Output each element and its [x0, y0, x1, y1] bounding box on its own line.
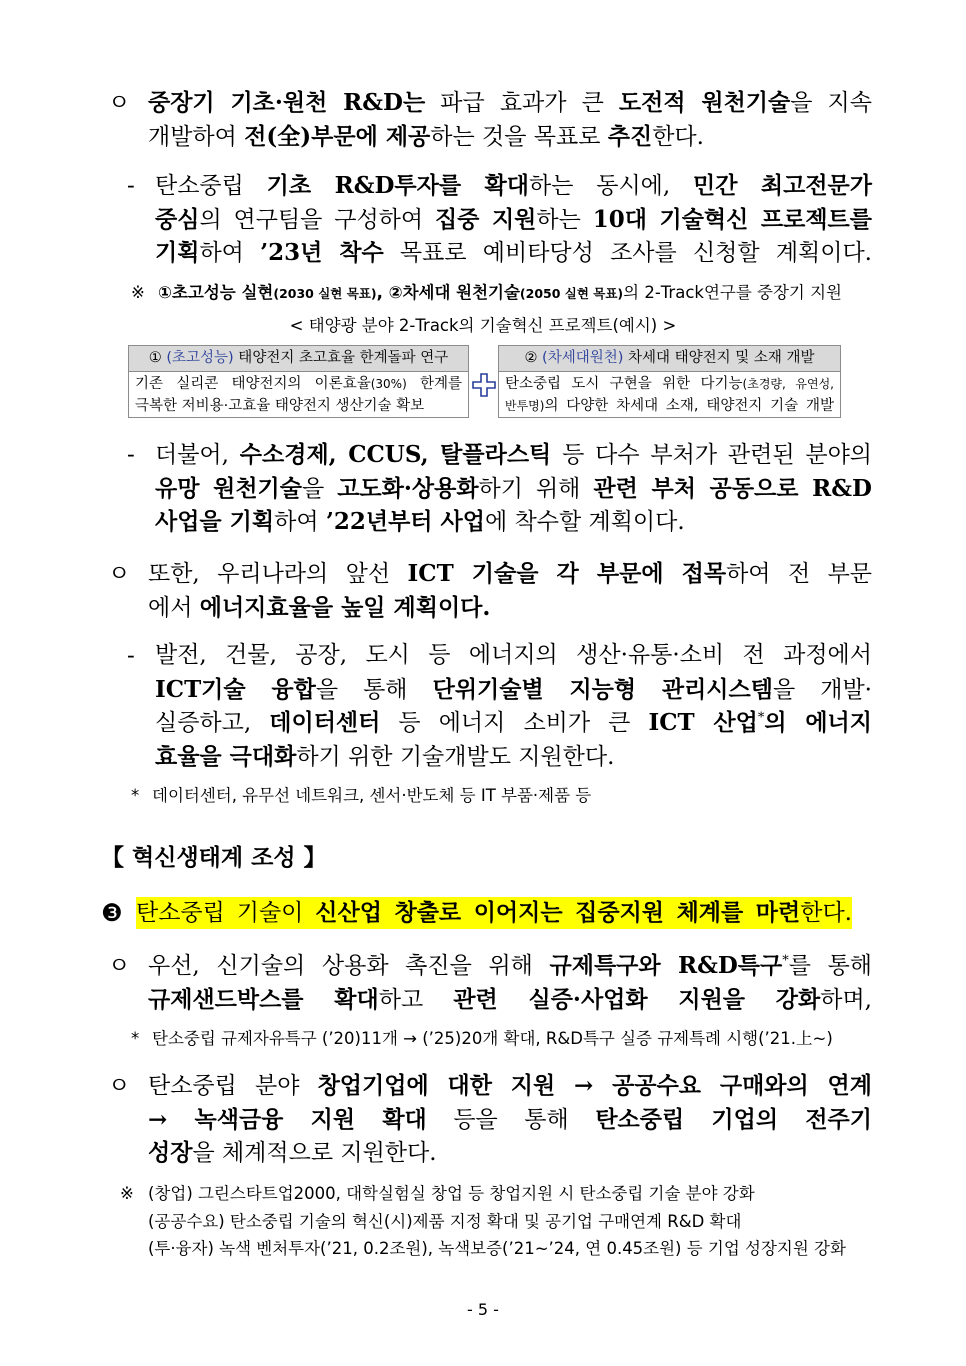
bold-text: ’23년 착수	[260, 239, 384, 267]
text-run: 우선, 신기술의 상용화 촉진을 위해	[148, 953, 550, 979]
text-line	[148, 120, 872, 154]
footnote-mark: *	[131, 786, 140, 805]
text-run: 등 에너지 소비가 큰	[380, 710, 649, 737]
bullet-dash: -	[127, 643, 135, 669]
text-run: 하고	[378, 986, 454, 1013]
text-run: 등을 통해	[426, 1106, 596, 1133]
text-run: 한계를	[406, 376, 462, 392]
text-line	[148, 1235, 846, 1263]
paragraph-text	[148, 949, 872, 1016]
bullet-circle: ㅇ	[108, 90, 131, 116]
text-run: ②	[524, 350, 543, 366]
bold-text: , ②차세대 원천기술	[376, 283, 520, 302]
bullet-circle: ㅇ	[108, 1073, 131, 1099]
footnote-ict-industry	[131, 784, 591, 808]
text-run: 극복한 저비용·고효율 태양전지 생산기술 확보	[135, 398, 425, 414]
note-text	[152, 784, 591, 808]
text-line	[148, 1208, 846, 1236]
text-line	[158, 281, 842, 305]
text-run: 또한, 우리나라의 앞선	[148, 561, 408, 587]
note-lifecycle-support	[120, 1180, 846, 1263]
text-run: 등 다수 부처가 관련된 분야의	[551, 442, 873, 468]
paragraph-text	[155, 639, 872, 774]
note-text	[152, 1027, 833, 1051]
bold-text: ’22년부터 사업	[325, 508, 485, 536]
bold-text: 기획	[155, 239, 200, 267]
paragraph-joint-rd	[127, 438, 872, 539]
bold-text: 도전적 원천기술	[618, 89, 791, 116]
bold-text: 집중 지원	[434, 205, 537, 233]
paragraph-text	[148, 86, 872, 153]
bullet-dash: -	[127, 442, 135, 468]
project-card-body	[499, 372, 840, 417]
text-line	[148, 591, 872, 625]
text-run: 데이터센터, 유무선 네트워크, 센서·반도체 등 IT 부품·제품 등	[152, 786, 592, 805]
bold-text: 민간 최고전문가	[692, 172, 872, 199]
paragraph-text	[148, 557, 872, 624]
note-text	[158, 281, 842, 305]
bold-text: 중심	[155, 205, 200, 233]
text-line	[152, 1027, 833, 1051]
bold-small-text: (2030 실현 목표)	[273, 286, 377, 301]
text-run: 하는 것을 목표로	[430, 123, 608, 150]
note-reference-mark: ※	[131, 283, 145, 302]
text-run: 탄소중립 도시 구현을 위한 다기능	[505, 376, 743, 392]
bold-text: 10대 기술혁신 프로젝트를	[592, 205, 872, 233]
section-heading: 【 혁신생태계 조성 】	[101, 845, 327, 871]
text-line	[148, 1136, 872, 1170]
bold-text: 신산업 창출로 이어지는 집중지원 체계를 마련	[315, 899, 801, 926]
text-run: 탄소중립 분야	[148, 1073, 318, 1099]
note-reference-mark: ※	[120, 1184, 134, 1203]
small-text: (초경량, 유연성,	[742, 377, 834, 391]
text-run: 하여 전 부문	[726, 561, 873, 587]
bold-text: 추진	[607, 122, 653, 150]
text-run: 탄소중립	[155, 173, 267, 199]
bullet-circle: ㅇ	[108, 561, 131, 587]
bold-text: 사업을 기획	[155, 508, 275, 536]
bold-text: 데이터센터	[269, 709, 381, 737]
text-line	[155, 203, 872, 237]
text-line	[155, 740, 872, 774]
text-line	[505, 373, 834, 395]
text-run: 한다.	[652, 123, 704, 150]
text-line	[136, 897, 852, 929]
text-line	[129, 346, 468, 371]
text-run: 목표로 예비타당성 조사를 신청할 계획이다.	[383, 240, 872, 267]
bold-text: ICT기술 융합	[155, 675, 316, 703]
text-run: ①	[148, 350, 167, 366]
text-run: 한다.	[800, 900, 852, 926]
text-run: 에서	[148, 594, 200, 621]
text-line	[148, 1103, 872, 1137]
text-line	[148, 1069, 872, 1103]
text-run: 의 연구팀을 구성하여	[199, 206, 435, 233]
bold-text: 효율을 극대화	[155, 743, 297, 771]
bold-text: 의 에너지	[764, 709, 872, 737]
text-run: 을 통해	[315, 676, 433, 703]
project-card-next-generation	[498, 345, 841, 418]
paragraph-ict-detail	[127, 639, 872, 774]
page-number: - 5 -	[467, 1300, 499, 1319]
text-run: 하여	[274, 509, 326, 536]
text-line	[155, 639, 872, 673]
note-two-track	[131, 281, 842, 305]
footnote-mark: *	[782, 953, 789, 969]
paragraph-regulation	[108, 949, 872, 1016]
bold-text: 탄소중립 기업의 전주기	[595, 1105, 872, 1133]
text-run: 하는 동시에,	[529, 173, 693, 199]
bold-text: → 녹색금융 지원 확대	[148, 1105, 427, 1133]
paragraph-text	[155, 169, 872, 270]
text-run: 하기 위해	[478, 475, 594, 502]
text-run: 실증하고,	[155, 710, 270, 737]
bold-text: 규제특구와 R&D특구	[549, 952, 783, 979]
paragraph-lifecycle	[108, 1069, 872, 1170]
number-badge-3: ❸	[101, 899, 123, 927]
text-run: (창업) 그린스타트업2000, 대학실험실 창업 등 창업지원 시 탄소중립 기술 분야 강화	[148, 1184, 755, 1203]
paragraph-ict-goal	[108, 557, 872, 624]
figure-caption: < 태양광 분야 2-Track의 기술혁신 프로젝트(예시) >	[289, 316, 677, 335]
footnote-regulation	[131, 1027, 833, 1051]
text-run: 하여	[199, 240, 261, 267]
bold-text: 고도화·상용화	[337, 474, 479, 502]
text-run: 에 착수할 계획이다.	[484, 509, 685, 536]
bold-text: ICT 기술을 각 부문에 접목	[407, 560, 727, 587]
paragraph-basic-rd-goal	[108, 86, 872, 153]
project-card-ultra-performance	[128, 345, 469, 418]
bold-text: 기초 R&D투자를 확대	[266, 172, 529, 199]
text-run: 탄소중립 기술이	[136, 900, 316, 926]
bold-text: 관련 실증·사업화 지원을 강화	[453, 985, 821, 1013]
bold-text: 전(全)부문에 제공	[244, 122, 431, 150]
text-run: 하기 위한 기술개발도 지원한다.	[296, 744, 615, 771]
text-line	[155, 505, 872, 539]
note-text	[148, 1180, 846, 1263]
text-run: 파급 효과가 큰	[425, 90, 619, 116]
project-card-header	[129, 346, 468, 372]
footnote-mark: *	[757, 710, 765, 726]
text-line	[148, 949, 872, 983]
text-line	[135, 395, 462, 417]
bold-text: 규제샌드박스를 확대	[148, 985, 379, 1013]
small-text: 반투명)	[505, 399, 545, 413]
bold-text: 관련 부처 공동으로 R&D	[593, 474, 873, 502]
text-line	[155, 236, 872, 270]
paragraph-text	[155, 438, 872, 539]
text-line	[148, 1180, 846, 1208]
project-card-body	[129, 372, 468, 417]
highlighted-statement	[136, 897, 852, 929]
text-run: 을 개발·	[772, 676, 872, 703]
text-run: 더불어,	[155, 442, 240, 468]
text-run: 을 지속	[790, 90, 872, 116]
strategy-item-3	[101, 897, 852, 929]
bold-text: 단위기술별 지능형 관리시스템	[432, 675, 773, 703]
text-run: 탄소중립 규제자유특구 (’20)11개 → (’25)20개 확대, R&D특구 실증 규제특례 시행(’21.上~)	[152, 1029, 833, 1048]
text-line	[148, 557, 872, 591]
category-label: (초고성능)	[166, 350, 234, 366]
text-line	[152, 784, 591, 808]
bold-text: 창업기업에 대한 지원 → 공공수요 구매와의 연계	[317, 1072, 872, 1099]
text-line	[148, 983, 872, 1017]
text-line	[155, 673, 872, 707]
small-text: (30%)	[370, 377, 407, 391]
text-run: 기존 실리콘 태양전지의 이론효율	[135, 376, 371, 392]
text-run: 태양전지 초고효율 한계돌파 연구	[233, 350, 449, 366]
bold-text: 중장기 기초·원천 R&D는	[148, 89, 426, 116]
text-line	[155, 472, 872, 506]
text-run: 개발하여	[148, 123, 245, 150]
bold-text: ICT 산업	[648, 709, 758, 737]
text-run: 을	[302, 475, 338, 502]
text-line	[505, 395, 834, 417]
paragraph-text	[148, 1069, 872, 1170]
footnote-mark: *	[131, 1029, 140, 1048]
bold-text: 수소경제, CCUS, 탈플라스틱	[239, 441, 552, 468]
plus-icon	[471, 372, 497, 398]
text-run: (공공수요) 탄소중립 기술의 혁신(시)제품 지정 확대 및 공기업 구매연계 R&D 확대	[148, 1211, 742, 1231]
text-line	[135, 373, 462, 395]
bold-text: 유망 원천기술	[155, 474, 302, 502]
project-card-header	[499, 346, 840, 372]
text-run: 하며,	[820, 986, 872, 1013]
text-run: 을 체계적으로 지원한다.	[192, 1140, 437, 1167]
text-line	[155, 706, 872, 740]
text-run: (투·융자) 녹색 벤처투자(’21, 0.2조원), 녹색보증(’21~’24, 연 0.45조원) 등 기업 성장지원 강화	[148, 1239, 846, 1258]
text-run: 하는	[536, 206, 593, 233]
text-run: 차세대 태양전지 및 소재 개발	[623, 350, 815, 366]
text-line	[148, 86, 872, 120]
bold-text: 성장	[148, 1139, 193, 1167]
text-run: 의 다양한 차세대 소재, 태양전지 기술 개발	[544, 398, 834, 414]
bold-text: 에너지효율을 높일 계획이다.	[199, 593, 491, 621]
category-label: (차세대원천)	[542, 350, 624, 366]
paragraph-rd-project	[127, 169, 872, 270]
text-line	[155, 169, 872, 203]
bold-small-text: (2050 실현 목표)	[519, 286, 624, 301]
text-line	[155, 438, 872, 472]
bullet-dash: -	[127, 173, 135, 199]
bullet-circle: ㅇ	[108, 953, 131, 979]
text-run: 의 2-Track연구를 중장기 지원	[623, 283, 842, 302]
text-run: 발전, 건물, 공장, 도시 등 에너지의 생산·유통·소비 전 과정에서	[155, 642, 872, 668]
text-run: 를 통해	[788, 953, 873, 979]
text-line	[499, 346, 840, 371]
bold-text: ①초고성능 실현	[158, 283, 274, 302]
